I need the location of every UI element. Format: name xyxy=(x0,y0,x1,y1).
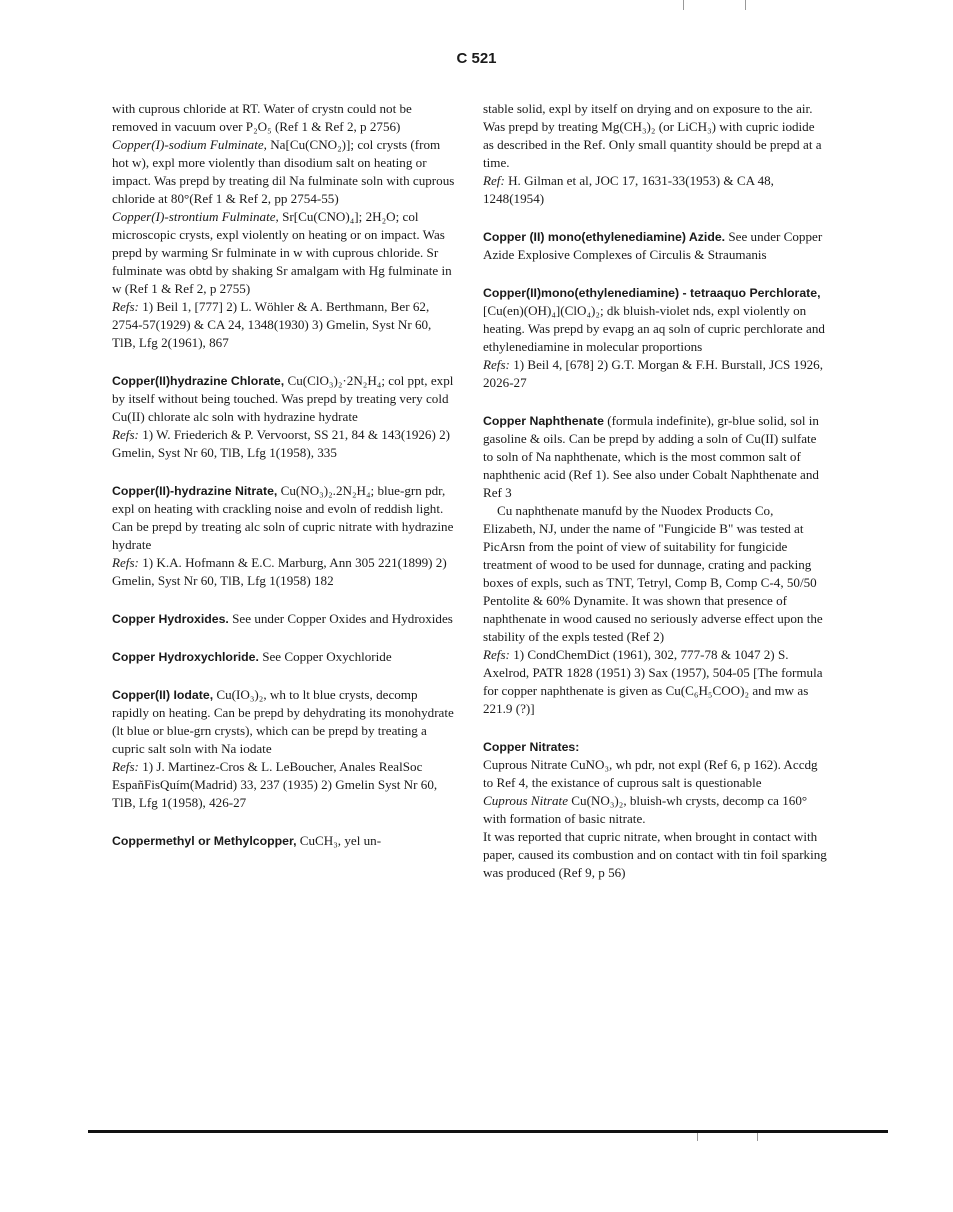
strontium-fulminate-entry xyxy=(112,208,457,298)
nitrates-note: It was reported that cupric nitrate, when brought in contact with paper, caused its combustion and on contact with tin foil sparking was produced (Ref 9, p 56) xyxy=(483,829,827,880)
cupric-nitrate-name: Cuprous Nitrate xyxy=(483,793,569,808)
naphthenate-heading: Copper Naphthenate xyxy=(483,414,604,428)
strontium-refs xyxy=(112,298,457,352)
refs-label: Refs: xyxy=(112,555,139,570)
bottom-rule xyxy=(88,1130,888,1133)
refs-label: Refs: xyxy=(112,427,139,442)
nitrates-heading: Copper Nitrates: xyxy=(483,740,580,754)
hydrazine-chlorate-refs: 1) W. Friederich & P. Vervoorst, SS 21, 84 & 143(1926) 2) Gmelin, Syst Nr 60, TlB, Lfg 1(1958), 335 xyxy=(112,427,451,460)
methylcopper-heading: Coppermethyl or Methylcopper, xyxy=(112,834,297,848)
cupric-nitrate-text: Cu(NO₃)₂, bluish-wh crysts, decomp ca 160° with formation of basic nitrate. xyxy=(483,793,808,826)
cuprous-nitrate-text: Cuprous Nitrate CuNO₃, wh pdr, not expl (Ref 6, p 162). Accdg to Ref 4, the existance of cuprous salt is questionable xyxy=(483,757,818,790)
entry-iodate xyxy=(112,686,457,812)
hydrazine-nitrate-refs: 1) K.A. Hofmann & E.C. Marburg, Ann 305 221(1899) 2) Gmelin, Syst Nr 60, TlB, Lfg 1(1958) 182 xyxy=(112,555,447,588)
continuation-text: with cuprous chloride at RT. Water of crystn could not be removed in vacuum over P₂O₅ (Ref 1 & Ref 2, p 2756) xyxy=(112,101,412,134)
left-column xyxy=(112,100,457,870)
entry-nitrates xyxy=(483,738,828,882)
refs-label: Refs: xyxy=(112,759,139,774)
strontium-fulminate-text: Sr[Cu(CNO)₄]; 2H₂O; col microscopic crysts, expl violently on heating or on impact. Was prepd by warming Sr fulminate in w with cuprous chloride. Sr fulminate was obtd by shaking Sr amalgam with Hg fulminate in w (Ref 1 & Ref 2, p 2755) xyxy=(112,209,452,296)
entry-hydrazine-chlorate xyxy=(112,372,457,462)
entry-azide xyxy=(483,228,828,264)
sodium-fulminate-text: Na[Cu(CNO₂)]; col crysts (from hot w), expl more violently than disodium salt on heating or impact. Was prepd by treating dil Na fulminate soln with cuprous chloride at 80°(Ref 1 & Ref 2, pp 2754-55) xyxy=(112,137,455,206)
azide-heading: Copper (II) mono(ethylenediamine) Azide. xyxy=(483,230,726,244)
scan-mark xyxy=(697,1133,698,1141)
hydrazine-chlorate-heading: Copper(II)hydrazine Chlorate, xyxy=(112,374,285,388)
hydroxychloride-text: See Copper Oxychloride xyxy=(262,649,392,664)
iodate-refs: 1) J. Martinez-Cros & L. LeBoucher, Anales RealSoc EspañFisQuím(Madrid) 33, 237 (1935) 2) Gmelin Syst Nr 60, TlB, Lfg 1(1958), 426-27 xyxy=(112,759,438,810)
azide-text: See under Copper Azide Explosive Complexes of Circulis & Straumanis xyxy=(483,229,823,262)
iodate-heading: Copper(II) Iodate, xyxy=(112,688,214,702)
iodate-text: Cu(IO₃)₂, wh to lt blue crysts, decomp rapidly on heating. Can be prepd by dehydrating its monohydrate (lt blue or blue-grn crysts), which can be prepd by treating a cupric salt soln with Na iodate xyxy=(112,687,454,756)
entry-fulminates xyxy=(112,100,457,352)
hydrazine-chlorate-text: Cu(ClO₃)₂·2N₂H₄; col ppt, expl by itself without being touched. Was prepd by treating very cold Cu(II) chlorate alc soln with hydrazine hydrate xyxy=(112,373,454,424)
entry-methylcopper-cont xyxy=(483,100,828,208)
sodium-fulminate-entry xyxy=(112,136,457,208)
refs-label: Refs: xyxy=(483,357,510,372)
right-column xyxy=(483,100,828,902)
perchlorate-refs: 1) Beil 4, [678] 2) G.T. Morgan & F.H. Burstall, JCS 1926, 2026-27 xyxy=(483,357,823,390)
hydroxides-heading: Copper Hydroxides. xyxy=(112,612,229,626)
entry-methylcopper xyxy=(112,832,457,850)
methylcopper-continuation: stable solid, expl by itself on drying and on exposure to the air. Was prepd by treating Mg(CH₃)₂ (or LiCH₃) with cupric iodide as described in the Ref. Only small quantity should be prepd at a time. xyxy=(483,101,822,170)
hydrazine-nitrate-text: Cu(NO₃)₂.2N₂H₄; blue-grn pdr, expl on heating with crackling noise and evoln of reddish light. Can be prepd by treating alc soln of cupric nitrate with hydrazine hydrate xyxy=(112,483,454,552)
perchlorate-heading: Copper(II)mono(ethylenediamine) - tetraaquo Perchlorate, xyxy=(483,286,821,300)
hydroxychloride-heading: Copper Hydroxychloride. xyxy=(112,650,259,664)
methylcopper-ref: H. Gilman et al, JOC 17, 1631-33(1953) & CA 48, 1248(1954) xyxy=(483,173,774,206)
scan-mark xyxy=(757,1133,758,1141)
page-number: C 521 xyxy=(456,50,497,67)
perchlorate-text: [Cu(en)(OH)₄](ClO₄)₂; dk bluish-violet nds, expl violently on heating. Was prepd by evapg an aq soln of cupric perchlorate and ethylenediamine in molecular proportions xyxy=(483,303,825,354)
ref-label: Ref: xyxy=(483,173,505,188)
naphthenate-refs: 1) CondChemDict (1961), 302, 777-78 & 1047 2) S. Axelrod, PATR 1828 (1951) 3) Sax (1957), 504-05 [The formula for copper naphthenate is given as Cu(C₆H₅COO)₂ and mw as 221.9 (?)] xyxy=(483,647,823,716)
strontium-refs-text: 1) Beil 1, [777] 2) L. Wöhler & A. Berthmann, Ber 62, 2754-57(1929) & CA 24, 1348(1930) 3) Gmelin, Syst Nr 60, TlB, Lfg 2(1961), 867 xyxy=(112,299,432,350)
scan-mark xyxy=(745,0,746,10)
methylcopper-text: CuCH₃, yel un- xyxy=(299,833,382,848)
entry-hydroxides xyxy=(112,610,457,628)
entry-naphthenate xyxy=(483,412,828,718)
entry-hydroxychloride xyxy=(112,648,457,666)
naphthenate-paragraph: Cu naphthenate manufd by the Nuodex Products Co, Elizabeth, NJ, under the name of "Fungicide B" was tested at PicArsn from the point of view of suitability for fungicide treatment of wood to be used for dunnage, crating and packing boxes of expls, such as TNT, Tetryl, Comp B, Comp C-4, 50/50 Pentolite & 60% Dynamite. It was shown that presence of naphthenate in wood caused no seriously adverse effect upon the stability of the expls tested (Ref 2) xyxy=(483,503,823,644)
refs-label: Refs: xyxy=(483,647,510,662)
sodium-fulminate-name: Copper(I)-sodium Fulminate, xyxy=(112,137,267,152)
strontium-fulminate-name: Copper(I)-strontium Fulminate, xyxy=(112,209,279,224)
scan-mark xyxy=(683,0,684,10)
hydroxides-text: See under Copper Oxides and Hydroxides xyxy=(232,611,453,626)
entry-perchlorate xyxy=(483,284,828,392)
entry-hydrazine-nitrate xyxy=(112,482,457,590)
refs-label: Refs: xyxy=(112,299,139,314)
hydrazine-nitrate-heading: Copper(II)-hydrazine Nitrate, xyxy=(112,484,278,498)
naphthenate-text: (formula indefinite), gr-blue solid, sol in gasoline & oils. Can be prepd by adding a soln of Cu(II) sulfate to soln of Na naphthenate, which is the most common salt of naphthenic acid (Ref 1). See also under Cobalt Naphthenate and Ref 3 xyxy=(483,413,819,500)
